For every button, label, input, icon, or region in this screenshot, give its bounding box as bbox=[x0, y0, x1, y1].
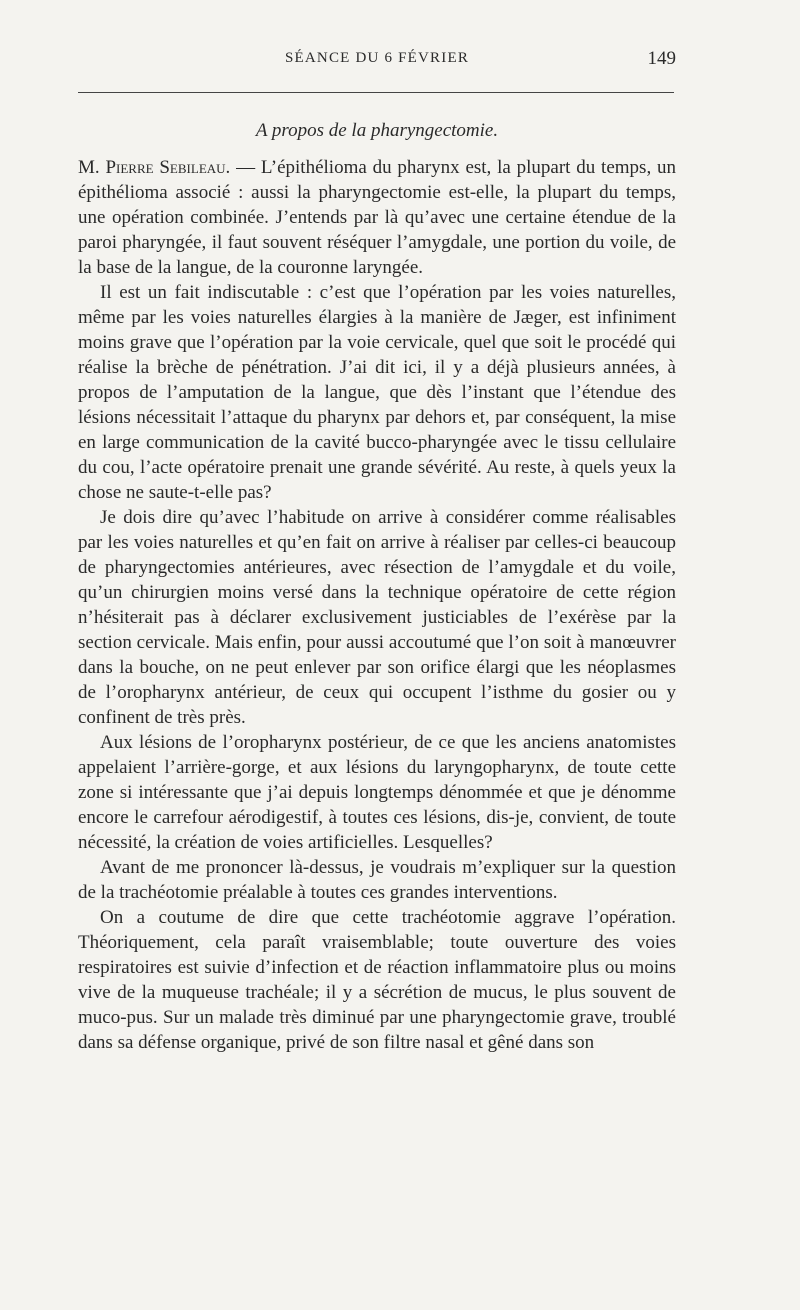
paragraph-2: Il est un fait indiscutable : c’est que l’opération par les voies naturelles, même par les voies naturelles élargies à la manière de Jæger, est infiniment moins grave que l’opération par la voie cervicale, quel que soit le procédé qui réalise la brèche de pénétration. J’ai dit ici, il y a déjà plusieurs années, à propos de l’amputation de la langue, que dès l’instant que l’étendue des lésions nécessitait l’attaque du pharynx par dehors et, par conséquent, la mise en large communication de la cavité bucco-pharyngée avec le tissu cellulaire du cou, l’acte opératoire prenait une grande sévérité. Au reste, à quels yeux la chose ne saute-t-elle pas? bbox=[78, 282, 676, 503]
section-title: A propos de la pharyngectomie. bbox=[255, 120, 499, 141]
body-text bbox=[78, 155, 676, 1055]
page-number: 149 bbox=[647, 48, 676, 69]
paragraph-1 bbox=[78, 155, 676, 280]
header-rule bbox=[78, 92, 674, 93]
paragraph-4: Aux lésions de l’oropharynx postérieur, de ce que les anciens anatomistes appelaient l’arrière-gorge, et aux lésions du laryngopharynx, de toute cette zone si intéressante que j’ai depuis longtemps dénommée et que je dénomme encore le carrefour aérodigestif, à toutes ces lésions, dis-je, convient, de toute nécessité, la création de voies artificielles. Lesquelles? bbox=[78, 732, 676, 853]
running-title: SÉANCE DU 6 FÉVRIER bbox=[284, 50, 470, 66]
speaker-name: M. Pierre Sebileau. bbox=[78, 157, 231, 178]
paragraph-5: Avant de me prononcer là-dessus, je voudrais m’expliquer sur la question de la trachéotomie préalable à toutes ces grandes interventions. bbox=[78, 857, 676, 903]
running-head bbox=[78, 50, 676, 74]
paragraph-1-text: — L’épithélioma du pharynx est, la plupart du temps, un épithélioma associé : aussi la pharyngectomie est-elle, la plupart du temps, une opération combinée. J’entends par là qu’avec une certaine étendue de la paroi pharyngée, il faut souvent réséquer l’amygdale, une portion du voile, de la base de la langue, de la couronne laryngée. bbox=[78, 157, 676, 278]
paragraph-3: Je dois dire qu’avec l’habitude on arrive à considérer comme réalisables par les voies naturelles et qu’en fait on arrive à réaliser par celles-ci beaucoup de pharyngectomies antérieures, avec résection de l’amygdale et du voile, qu’un chirurgien moins versé dans la technique opératoire de cette région n’hésiterait pas à déclarer exclusivement justiciables de l’exérèse par la section cervicale. Mais enfin, pour aussi accoutumé que l’on soit à manœuvrer dans la bouche, on ne peut enlever par son orifice élargi que les néoplasmes de l’oropharynx antérieur, de ceux qui occupent l’isthme du gosier ou y confinent de très près. bbox=[78, 507, 676, 728]
paragraph-6: On a coutume de dire que cette trachéotomie aggrave l’opération. Théoriquement, cela paraît vraisemblable; toute ouverture des voies respiratoires est suivie d’infection et de réaction inflammatoire plus ou moins vive de la muqueuse trachéale; il y a sécrétion de mucus, le plus souvent de muco-pus. Sur un malade très diminué par une pharyngectomie grave, troublé dans sa défense organique, privé de son filtre nasal et gêné dans son bbox=[78, 907, 676, 1053]
